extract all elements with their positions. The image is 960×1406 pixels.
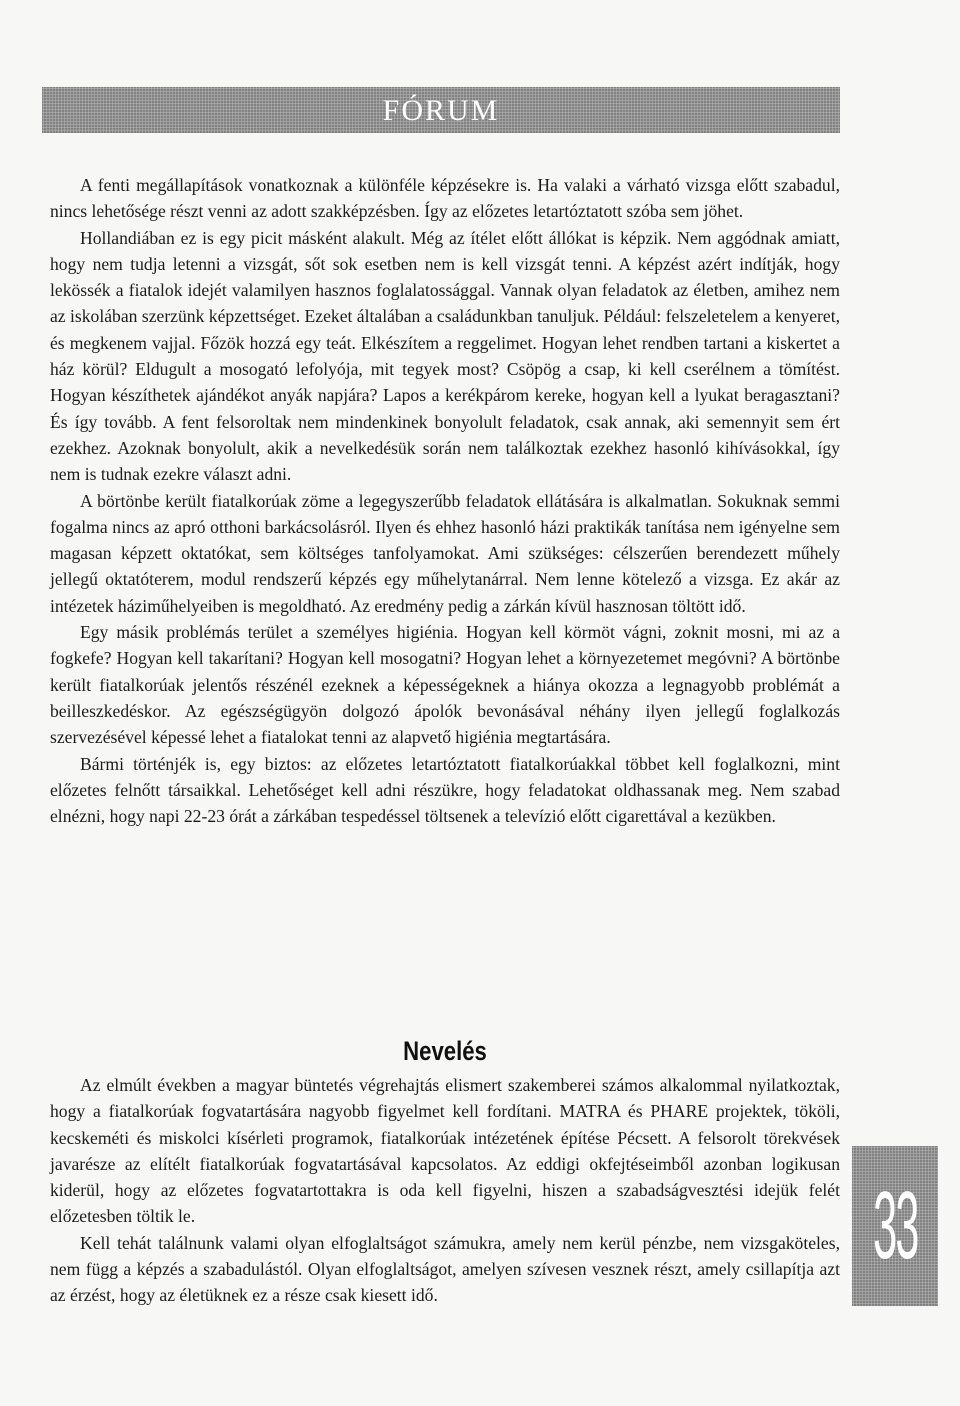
paragraph: Az elmúlt években a magyar büntetés végrehajtás elismert szakemberei számos alkalommal nyilatkoztak, hogy a fiatalkorúak fogvatartására nagyobb figyelmet kell fordítani. MATRA és PHARE projektek, tököli, kecskeméti és miskolci kísérleti programok, fiatalkorúak intézetének építése Pécsett. A felsorolt törekvések javarésze az elítélt fiatalkorúak fogvatartásával kapcsolatos. Az eddigi okfejtéseimből azonban logikusan kiderül, hogy az előzetes fogvatartottakra is oda kell figyelni, hiszen a szabadságvesztési idejük felét előzetesben töltik le. — [50, 1075, 840, 1227]
body-text-block-2 — [50, 1072, 840, 1309]
paragraph: A börtönbe került fiatalkorúak zöme a legegyszerűbb feladatok ellátására is alkalmatlan. Sokuknak semmi fogalma nincs az apró otthoni barkácsolásról. Ilyen és ehhez hasonló házi praktikák tanítása nem igényelne sem magasan képzett oktatókat, sem költséges tanfolyamokat. Ami szükséges: célszerűen berendezett műhely jellegű oktatóterem, modul rendszerű képzés egy műhelytanárral. Nem lenne kötelező a vizsga. Ez akár az intézetek háziműhelyeiben is megoldható. Az eredmény pedig a zárkán kívül hasznosan töltött idő. — [50, 490, 840, 616]
page-number: 33 — [872, 1172, 918, 1279]
header-title: FÓRUM — [382, 94, 500, 127]
header-band — [42, 87, 840, 133]
paragraph: A fenti megállapítások vonatkoznak a különféle képzésekre is. Ha valaki a várható vizsga előtt szabadul, nincs lehetősége részt venni az adott szakképzésben. Így az előzetes letartóztatott szóba sem jöhet. — [50, 175, 840, 222]
body-text-block-1 — [50, 172, 840, 829]
page-number-tab — [852, 1146, 938, 1306]
paragraph: Bármi történjék is, egy biztos: az előzetes letartóztatott fiatalkorúakkal többet kell foglalkozni, mint előzetes felnőtt társaikkal. Lehetőséget kell adni részükre, hogy feladatokat oldhassanak meg. Nem szabad elnézni, hogy napi 22-23 órát a zárkában tespedéssel töltsenek a televízió előtt cigarettával a kezükben. — [50, 753, 840, 827]
paragraph: Kell tehát találnunk valami olyan elfoglaltságot számukra, amely nem kerül pénzbe, nem vizsgaköteles, nem függ a képzés a szabadulástól. Olyan elfoglaltságot, amelyen szívesen vesznek részt, amely csillapítja azt az érzést, hogy az életüknek ez a része csak kiesett idő. — [50, 1232, 840, 1306]
paragraph: Hollandiában ez is egy picit másként alakult. Még az ítélet előtt állókat is képzik. Nem aggódnak amiatt, hogy nem tudja letenni a vizsgát, sőt sok esetben nem is kell vizsgát tenni. A képzést azért indítják, hogy lekössék a fiatalok idejét valamilyen hasznos foglalatossággal. Vannak olyan feladatok az életben, amihez nem az iskolában szerzünk képzettséget. Ezeket általában a családunkban tanuljuk. Például: felszeletelem a kenyeret, és megkenem vajjal. Főzök hozzá egy teát. Elkészítem a reggelimet. Hogyan lehet rendben tartani a kiskertet a ház körül? Eldugult a mosogató lefolyója, mit tegyek most? Csöpög a csap, ki kell cserélnem a tömítést. Hogyan készíthetek ajándékot anyák napjára? Lapos a kerékpárom kereke, hogyan kell a lyukat beragasztani? És így tovább. A fent felsoroltak nem mindenkinek bonyolult feladatok, csak annak, aki semennyit sem ért ezekhez. Azoknak bonyolult, akik a nevelkedésük során nem találkoztak ezekhez hasonló kihívásokkal, így nem is tudnak ezekre választ adni. — [50, 227, 840, 485]
section-heading: Nevelés — [403, 1036, 487, 1066]
paragraph: Egy másik problémás terület a személyes higiénia. Hogyan kell körmöt vágni, zoknit mosni, mi az a fogkefe? Hogyan kell takarítani? Hogyan kell mosogatni? Hogyan lehet a környezetemet megóvni? A börtönbe került fiatalkorúak jelentős részénél ezeknek a képességeknek a hiánya okozza a legnagyobb problémát a beilleszkedéskor. Az egészségügyön dolgozó ápolók bevonásával néhány ilyen jellegű foglalkozás szervezésével képessé lehet a fiatalokat tenni az alapvető higiénia megtartására. — [50, 622, 840, 748]
